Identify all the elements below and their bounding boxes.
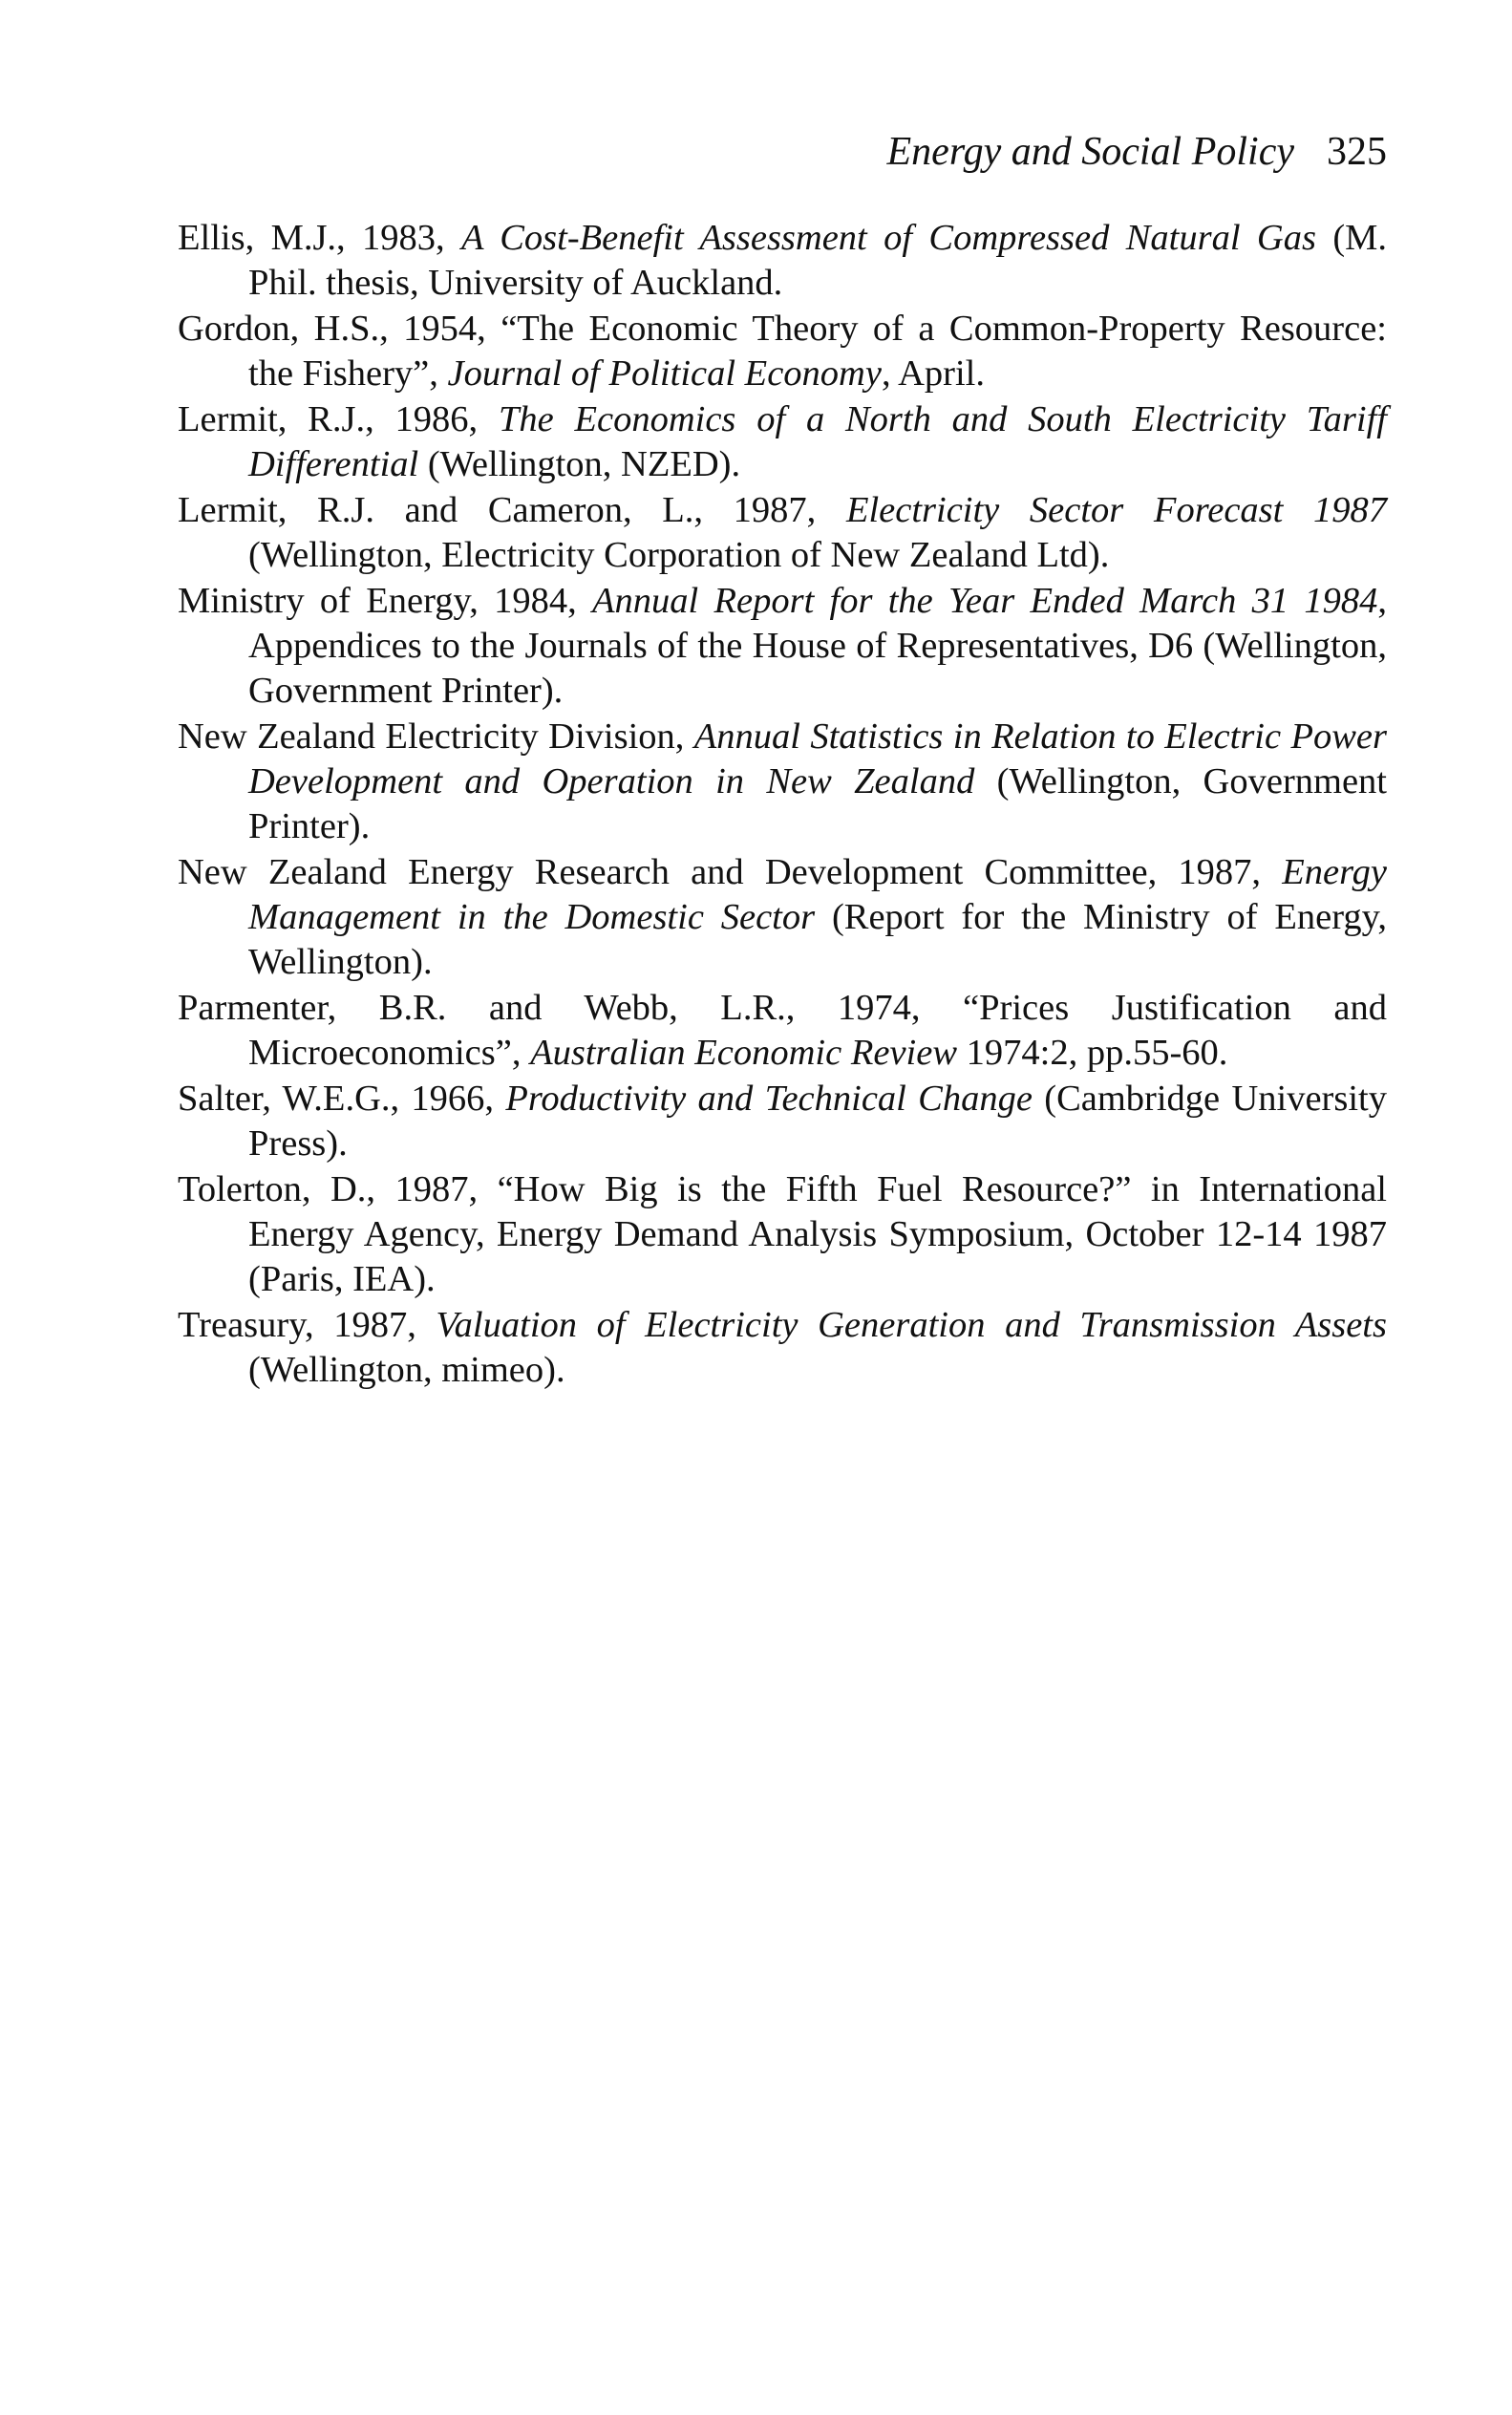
reference-text: Lermit, R.J. and Cameron, L., 1987, (178, 490, 846, 530)
reference-text: (Cambridge University Press). (248, 1079, 1387, 1164)
reference-text: , April. (881, 353, 985, 394)
reference-entry (178, 579, 1387, 714)
reference-title: Valuation of Electricity Generation and Transmission Assets (436, 1305, 1387, 1345)
reference-title: Annual Statistics in Relation to Electric Power Development and Operation in New Zealand (248, 716, 1387, 801)
reference-entry (178, 307, 1387, 396)
reference-title: A Cost-Benefit Assessment of Compressed Natural Gas (461, 218, 1316, 258)
reference-text: Ministry of Energy, 1984, (178, 581, 592, 621)
reference-text: Lermit, R.J., 1986, (178, 399, 499, 439)
reference-text: (Wellington, mimeo). (248, 1350, 565, 1390)
reference-text: New Zealand Electricity Division, (178, 716, 694, 757)
reference-entry (178, 1167, 1387, 1302)
reference-text: (Wellington, Electricity Corporation of New Zealand Ltd). (248, 535, 1110, 575)
reference-title: Electricity Sector Forecast 1987 (845, 490, 1388, 530)
reference-text: Ellis, M.J., 1983, (178, 218, 462, 258)
page-number: 325 (1327, 130, 1387, 174)
reference-entry (178, 1303, 1387, 1393)
reference-title: Journal of Political Economy (447, 353, 882, 394)
reference-entry (178, 850, 1387, 985)
reference-text: (Wellington, Government Printer). (248, 761, 1387, 846)
reference-text: (Report for the Ministry of Energy, Wellington). (248, 897, 1387, 982)
reference-title: Australian Economic Review (530, 1033, 958, 1073)
reference-title: The Economics of a North and South Electricity Tariff Differential (248, 399, 1387, 484)
reference-title: Annual Report for the Year Ended March 31 1984 (592, 581, 1378, 621)
reference-text: Salter, W.E.G., 1966, (178, 1079, 506, 1119)
reference-entry (178, 488, 1387, 578)
reference-text: Parmenter, B.R. and Webb, L.R., 1974, “Prices Justification and Microeconomics”, (178, 988, 1387, 1073)
reference-text: (Wellington, NZED). (418, 444, 741, 484)
reference-text: New Zealand Energy Research and Development Committee, 1987, (178, 852, 1283, 892)
reference-list (178, 216, 1387, 1394)
running-head (887, 132, 1387, 172)
reference-entry (178, 1077, 1387, 1166)
reference-text: Tolerton, D., 1987, “How Big is the Fifth Fuel Resource?” in International Energy Agency, Energy Demand Analysis Symposium, October 12-14 1987 (Paris, IEA). (178, 1169, 1387, 1299)
reference-title: Energy Management in the Domestic Sector (248, 852, 1387, 937)
reference-entry (178, 986, 1387, 1076)
running-head-title: Energy and Social Policy (886, 130, 1294, 174)
reference-text: Gordon, H.S., 1954, “The Economic Theory of a Common-Property Resource: the Fishery”, (178, 309, 1387, 394)
reference-text: 1974:2, pp.55-60. (957, 1033, 1228, 1073)
reference-entry (178, 715, 1387, 849)
reference-text: (M. Phil. thesis, University of Auckland. (248, 218, 1388, 303)
reference-text: , Appendices to the Journals of the House of Representatives, D6 (Wellington, Government Printer). (248, 581, 1387, 711)
reference-entry (178, 216, 1387, 306)
reference-entry (178, 397, 1387, 487)
reference-title: Productivity and Technical Change (505, 1079, 1033, 1119)
reference-text: Treasury, 1987, (178, 1305, 437, 1345)
